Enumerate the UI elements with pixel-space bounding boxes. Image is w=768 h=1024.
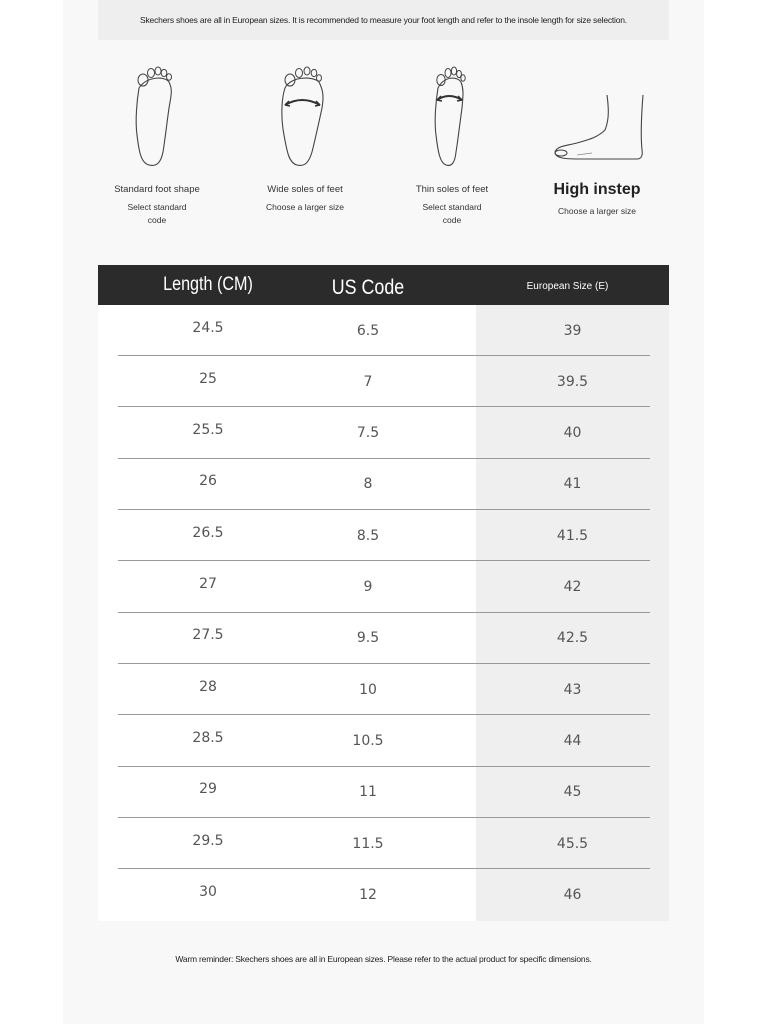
thin-foot-icon: [422, 60, 482, 170]
high-instep-foot-icon: [547, 60, 647, 170]
european-size-cell: 42: [563, 579, 582, 596]
length-cell: 28: [199, 678, 217, 695]
us-code-cell: 6.5: [356, 322, 380, 339]
length-cell: 26: [199, 473, 217, 490]
warm-reminder: Warm reminder: Skechers shoes are all in European sizes. Please refer to the actual product for specific dimensions.: [175, 954, 592, 964]
us-code-cell: 7.5: [356, 425, 380, 442]
foot-type-subtitle: Select standard code: [422, 202, 482, 225]
european-size-cell: 44: [563, 733, 582, 750]
table-row: [98, 510, 669, 561]
length-cell: 24.5: [192, 319, 224, 336]
table-row: [98, 356, 669, 407]
foot-type-wide: [230, 60, 380, 214]
us-code-cell: 8.5: [356, 527, 380, 544]
foot-type-title: Wide soles of feet: [267, 184, 343, 195]
standard-foot-icon: [127, 60, 187, 170]
header-european-size: European Size (E): [526, 280, 609, 292]
length-cell: 29: [199, 781, 217, 798]
table-row: [98, 562, 669, 613]
length-cell: 26.5: [192, 524, 224, 541]
european-size-cell: 41: [563, 476, 582, 493]
foot-type-subtitle: Select standard code: [127, 202, 187, 225]
size-notice: Skechers shoes are all in European sizes. It is recommended to measure your foot length and refer to the insole length for size selection.: [98, 0, 669, 40]
table-row: [98, 818, 669, 869]
european-size-cell: 41.5: [556, 527, 589, 544]
foot-type-title: Standard foot shape: [114, 184, 200, 195]
foot-type-title: High instep: [553, 181, 641, 198]
european-size-cell: 43: [563, 681, 582, 698]
table-row: [98, 613, 669, 664]
length-cell: 25.5: [192, 422, 224, 439]
table-row: [98, 870, 669, 921]
foot-type-subtitle: Choose a larger size: [558, 206, 636, 217]
us-code-cell: 11: [359, 784, 377, 801]
table-header: [98, 265, 669, 305]
european-size-cell: 42.5: [556, 630, 589, 647]
foot-type-standard: [82, 60, 232, 226]
us-code-cell: 7: [363, 373, 373, 390]
us-code-cell: 9.5: [356, 630, 380, 647]
european-size-cell: 40: [563, 425, 582, 442]
length-cell: 30: [199, 884, 217, 901]
european-size-cell: 39: [563, 322, 582, 339]
wide-foot-icon: [275, 60, 335, 170]
us-code-cell: 8: [363, 476, 373, 493]
length-cell: 27.5: [192, 627, 224, 644]
us-code-cell: 10.5: [352, 733, 384, 750]
size-table: [98, 265, 669, 921]
us-code-cell: 10: [359, 681, 377, 698]
foot-type-title: Thin soles of feet: [415, 184, 489, 195]
header-length: Length (CM): [163, 274, 253, 295]
table-row: [98, 305, 669, 356]
foot-type-high-instep: [522, 60, 672, 218]
european-size-cell: 45.5: [556, 835, 589, 852]
us-code-cell: 9: [363, 579, 373, 596]
table-row: [98, 459, 669, 510]
table-row: [98, 664, 669, 715]
table-row: [98, 767, 669, 818]
foot-type-thin: [377, 60, 527, 226]
length-cell: 28.5: [192, 730, 224, 747]
header-us-code: US Code: [331, 276, 405, 299]
length-cell: 27: [199, 576, 217, 593]
table-row: [98, 408, 669, 459]
european-size-cell: 45: [563, 784, 582, 801]
length-cell: 29.5: [192, 832, 224, 849]
table-row: [98, 716, 669, 767]
foot-type-subtitle: Choose a larger size: [266, 202, 344, 213]
european-size-cell: 39.5: [556, 373, 589, 390]
us-code-cell: 11.5: [352, 835, 384, 852]
european-size-cell: 46: [563, 887, 582, 904]
us-code-cell: 12: [359, 887, 377, 904]
length-cell: 25: [199, 370, 217, 387]
